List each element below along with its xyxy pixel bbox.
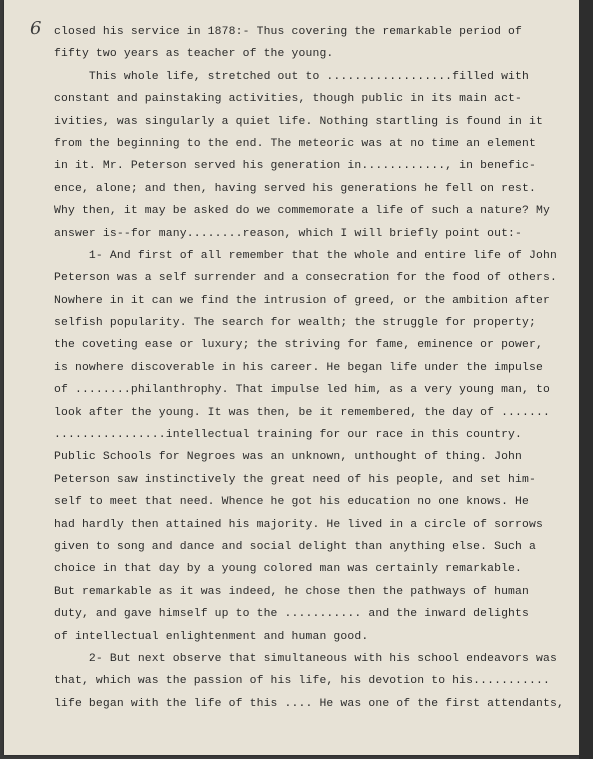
text-line: This whole life, stretched out to ..................filled with — [54, 70, 530, 83]
scan-edge — [579, 0, 593, 759]
text-line: closed his service in 1878:- Thus covering the remarkable period of — [54, 26, 523, 38]
text-line: selfish popularity. The search for wealth; the struggle for property; — [54, 317, 536, 330]
text-line: But remarkable as it was indeed, he chose then the pathways of human — [54, 585, 530, 598]
text-line: self to meet that need. Whence he got his education no one knows. He — [54, 496, 530, 509]
page-number: 6 — [30, 18, 42, 39]
text-line: fifty two years as teacher of the young. — [54, 48, 334, 61]
text-line: 1- And first of all remember that the whole and entire life of John — [54, 249, 557, 262]
text-line: look after the young. It was then, be it remembered, the day of ....... — [54, 406, 550, 419]
text-line: Peterson saw instinctively the great need of his people, and set him- — [54, 473, 536, 486]
text-line: of intellectual enlightenment and human good. — [54, 630, 369, 643]
text-line: answer is--for many........reason, which I will briefly point out:- — [54, 227, 523, 240]
text-line: given to song and dance and social delight than anything else. Such a — [54, 540, 536, 553]
text-line: ................intellectual training for our race in this country. — [54, 429, 523, 442]
text-line: of ........philanthrophy. That impulse led him, as a very young man, to — [54, 384, 550, 397]
text-line: Public Schools for Negroes was an unknown, unthought of thing. John — [54, 451, 523, 464]
typed-page — [4, 0, 579, 755]
text-line: Why then, it may be asked do we commemorate a life of such a nature? My — [54, 205, 550, 218]
text-line: life began with the life of this .... He was one of the first attendants, — [54, 697, 564, 710]
text-line: the coveting ease or luxury; the striving for fame, eminence or power, — [54, 339, 543, 352]
text-line: duty, and gave himself up to the ........... and the inward delights — [54, 608, 530, 621]
text-line: Peterson was a self surrender and a consecration for the food of others. — [54, 272, 557, 285]
text-line: ence, alone; and then, having served his generations he fell on rest. — [54, 182, 536, 195]
text-line: choice in that day by a young colored man was certainly remarkable. — [54, 563, 523, 576]
text-line: in it. Mr. Peterson served his generation in............, in benefic- — [54, 160, 536, 173]
text-line: had hardly then attained his majority. He lived in a circle of sorrows — [54, 518, 543, 531]
text-line: Nowhere in it can we find the intrusion of greed, or the ambition after — [54, 294, 550, 307]
typed-text-body — [54, 21, 564, 715]
text-line: that, which was the passion of his life, his devotion to his........... — [54, 675, 550, 688]
text-line: is nowhere discoverable in his career. He began life under the impulse — [54, 361, 543, 374]
text-line: 2- But next observe that simultaneous with his school endeavors was — [54, 652, 557, 665]
text-line: from the beginning to the end. The meteoric was at no time an element — [54, 137, 536, 150]
text-line: ivities, was singularly a quiet life. Nothing startling is found in it — [54, 115, 543, 128]
text-line: constant and painstaking activities, though public in its main act- — [54, 93, 523, 106]
